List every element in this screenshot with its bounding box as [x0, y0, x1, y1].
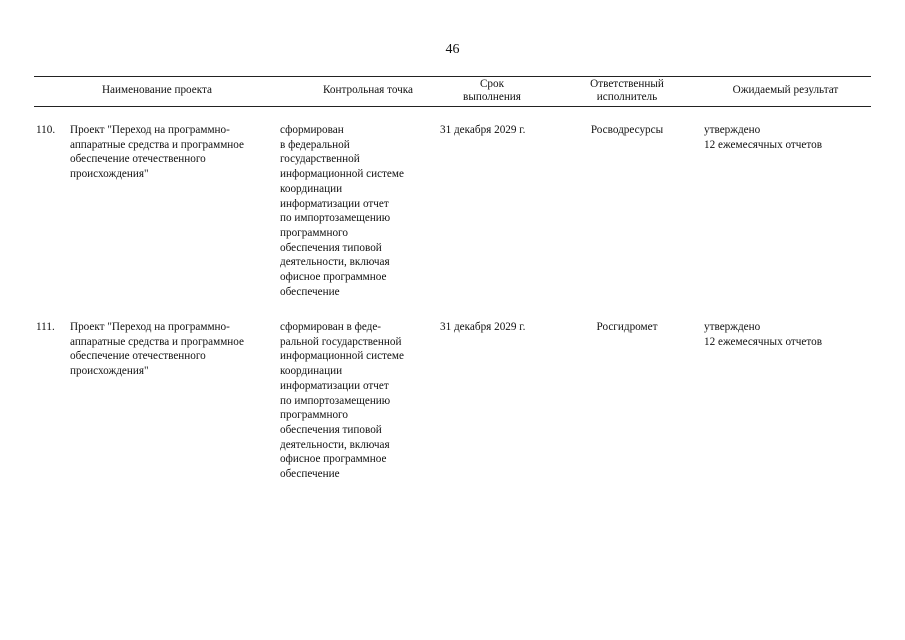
- project-name: Проект "Переход на программно- аппаратные средства и программное обеспечение отечественного происхождения": [70, 321, 244, 378]
- expected-result: утверждено 12 ежемесячных отчетов: [704, 321, 822, 348]
- table-header-bottom-rule: [34, 106, 871, 107]
- header-deadline-label: Срок выполнения: [463, 77, 521, 103]
- project-name: Проект "Переход на программно- аппаратные средства и программное обеспечение отечественного происхождения": [70, 124, 244, 181]
- deadline: 31 декабря 2029 г.: [440, 124, 526, 136]
- header-project-name-label: Наименование проекта: [101, 84, 213, 97]
- checkpoint: сформирован в федеральной государственной информационной системе координации информатизации отчет по импортозамещению программного обеспечения типовой деятельности, включая офисное программное обеспечение: [280, 124, 404, 298]
- deadline: 31 декабря 2029 г.: [440, 321, 526, 333]
- header-executor: [575, 78, 679, 104]
- header-result: [700, 78, 871, 104]
- executor: Росводресурсы: [590, 124, 664, 136]
- header-deadline: [440, 78, 544, 104]
- header-checkpoint: [290, 78, 446, 104]
- page-number: 46: [445, 42, 460, 57]
- header-checkpoint-label: Контрольная точка: [322, 84, 414, 97]
- expected-result: утверждено 12 ежемесячных отчетов: [704, 124, 822, 151]
- executor: Росгидромет: [596, 321, 658, 333]
- header-executor-label: Ответственный исполнитель: [590, 77, 664, 103]
- row-number: 111.: [36, 321, 55, 333]
- row-number: 110.: [36, 124, 56, 136]
- header-project-name: [60, 78, 254, 104]
- header-result-label: Ожидаемый результат: [732, 84, 839, 97]
- checkpoint: сформирован в феде- ральной государственной информационной системе координации информатизации отчет по импортозамещению программного обеспечения типовой деятельности, включая офисное программное обеспечение: [280, 321, 404, 481]
- table-header-top-rule: [34, 76, 871, 77]
